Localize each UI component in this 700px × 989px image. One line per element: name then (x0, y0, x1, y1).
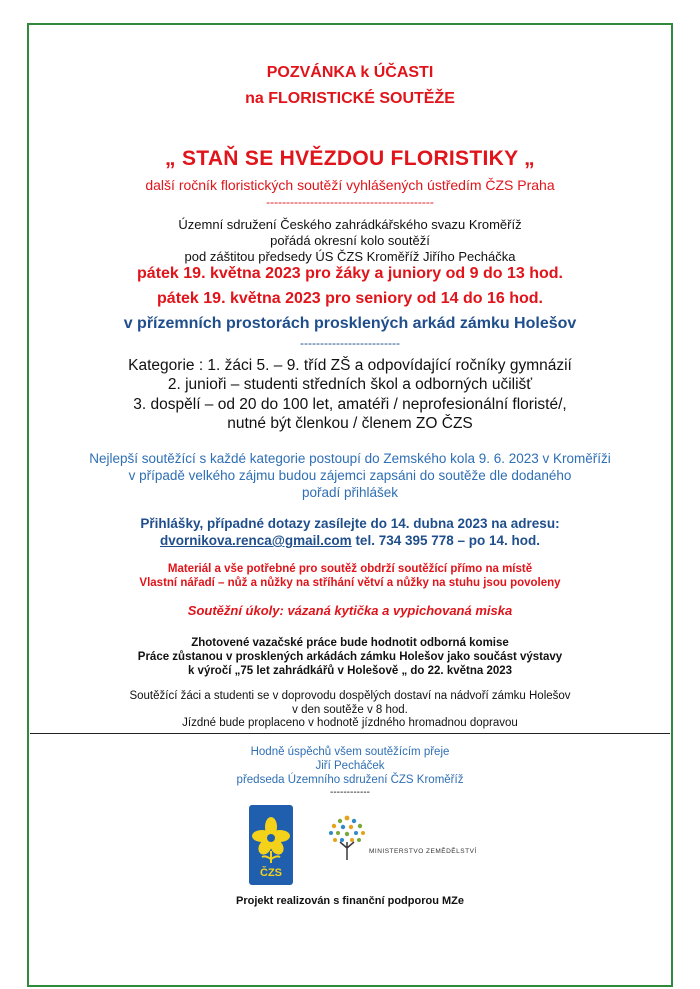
date-seniors: pátek 19. května 2023 pro seniory od 14 do 16 hod. (157, 290, 543, 307)
jury-info: Práce zůstanou v prosklených arkádách zámku Holešov jako součást výstavy (137, 651, 563, 663)
tree-icon (325, 812, 369, 862)
material-info: Materiál a vše potřebné pro soutěž obdrží soutěžící přímo na místě (167, 563, 533, 575)
students-info: Jízdné bude proplaceno v hodnotě jízdného hromadnou dopravou (182, 717, 518, 729)
czs-logo-text: ČZS (260, 867, 282, 879)
jury-info: k výročí „75 let zahrádkářů v Holešově „ do 22. května 2023 (187, 665, 513, 677)
jury-info: Zhotovené vazačské práce bude hodnotit odborná komise (191, 637, 509, 649)
organizer-line: pořádá okresní kolo soutěží (270, 233, 430, 248)
tools-info: Vlastní nářadí – nůž a nůžky na stříhání větví a nůžky na stuhu jsou povoleny (139, 577, 561, 589)
advance-info: Nejlepší soutěžící s každé kategorie postoupí do Zemského kola 9. 6. 2023 v Kroměříži (89, 451, 611, 466)
event-subtitle: další ročník floristických soutěží vyhlášených ústředím ČZS Praha (145, 177, 555, 193)
czs-logo (249, 805, 293, 885)
applications-info: Přihlášky, případné dotazy zasílejte do 14. dubna 2023 na adresu: (140, 516, 560, 531)
invitation-heading: POZVÁNKA k ÚČASTI (266, 64, 434, 81)
category-line: nutné být členkou / členem ZO ČZS (227, 415, 473, 432)
divider-dashes: ------------------------- (300, 336, 400, 350)
closing-wish: Hodně úspěchů všem soutěžícím přeje (250, 746, 450, 758)
footer-funding: Projekt realizován s finanční podporou MZe (236, 895, 464, 907)
competition-tasks: Soutěžní úkoly: vázaná kytička a vypichovaná miska (187, 603, 513, 618)
organizer-line: Územní sdružení Českého zahrádkářského svazu Kroměříž (178, 217, 522, 232)
category-line: Kategorie : 1. žáci 5. – 9. tříd ZŠ a odpovídající ročníky gymnázií (128, 357, 572, 374)
divider-dashes: ------------------------------------------ (266, 195, 434, 209)
category-line: 3. dospělí – od 20 do 100 let, amatéři / neprofesionální floristé/, (133, 396, 567, 413)
category-line: 2. junioři – studenti středních škol a odborných učilišť (167, 376, 533, 393)
students-info: v den soutěže v 8 hod. (292, 704, 408, 716)
advance-info: v případě velkého zájmu budou zájemci zapsáni do soutěže dle dodaného (128, 468, 572, 483)
date-juniors: pátek 19. května 2023 pro žáky a juniory od 9 do 13 hod. (137, 265, 563, 282)
contact-line (0, 533, 700, 548)
students-info: Soutěžící žáci a studenti se v doprovodu dospělých dostaví na nádvoří zámku Holešov (129, 690, 571, 702)
phone-text: tel. 734 395 778 – po 14. hod. (351, 533, 541, 548)
venue: v přízemních prostorách prosklených arkád zámku Holešov (123, 315, 577, 332)
horizontal-rule (30, 733, 670, 734)
divider-dashes: ------------ (330, 787, 370, 798)
invitation-subheading: na FLORISTICKÉ SOUTĚŽE (245, 90, 455, 107)
organizer-line: pod záštitou předsedy ÚS ČZS Kroměříž Jiřího Pecháčka (184, 249, 516, 264)
event-title: „ STAŇ SE HVĚZDOU FLORISTIKY „ (165, 147, 535, 170)
signature-role: předseda Územního sdružení ČZS Kroměříž (236, 774, 464, 786)
email-link[interactable]: dvornikova.renca@gmail.com (159, 533, 352, 548)
signature-name: Jiří Pecháček (315, 760, 385, 772)
advance-info: pořadí přihlášek (301, 485, 399, 500)
ministry-logo-text: MINISTERSTVO ZEMĚDĚLSTVÍ (369, 848, 477, 855)
ministry-logo (325, 812, 475, 868)
